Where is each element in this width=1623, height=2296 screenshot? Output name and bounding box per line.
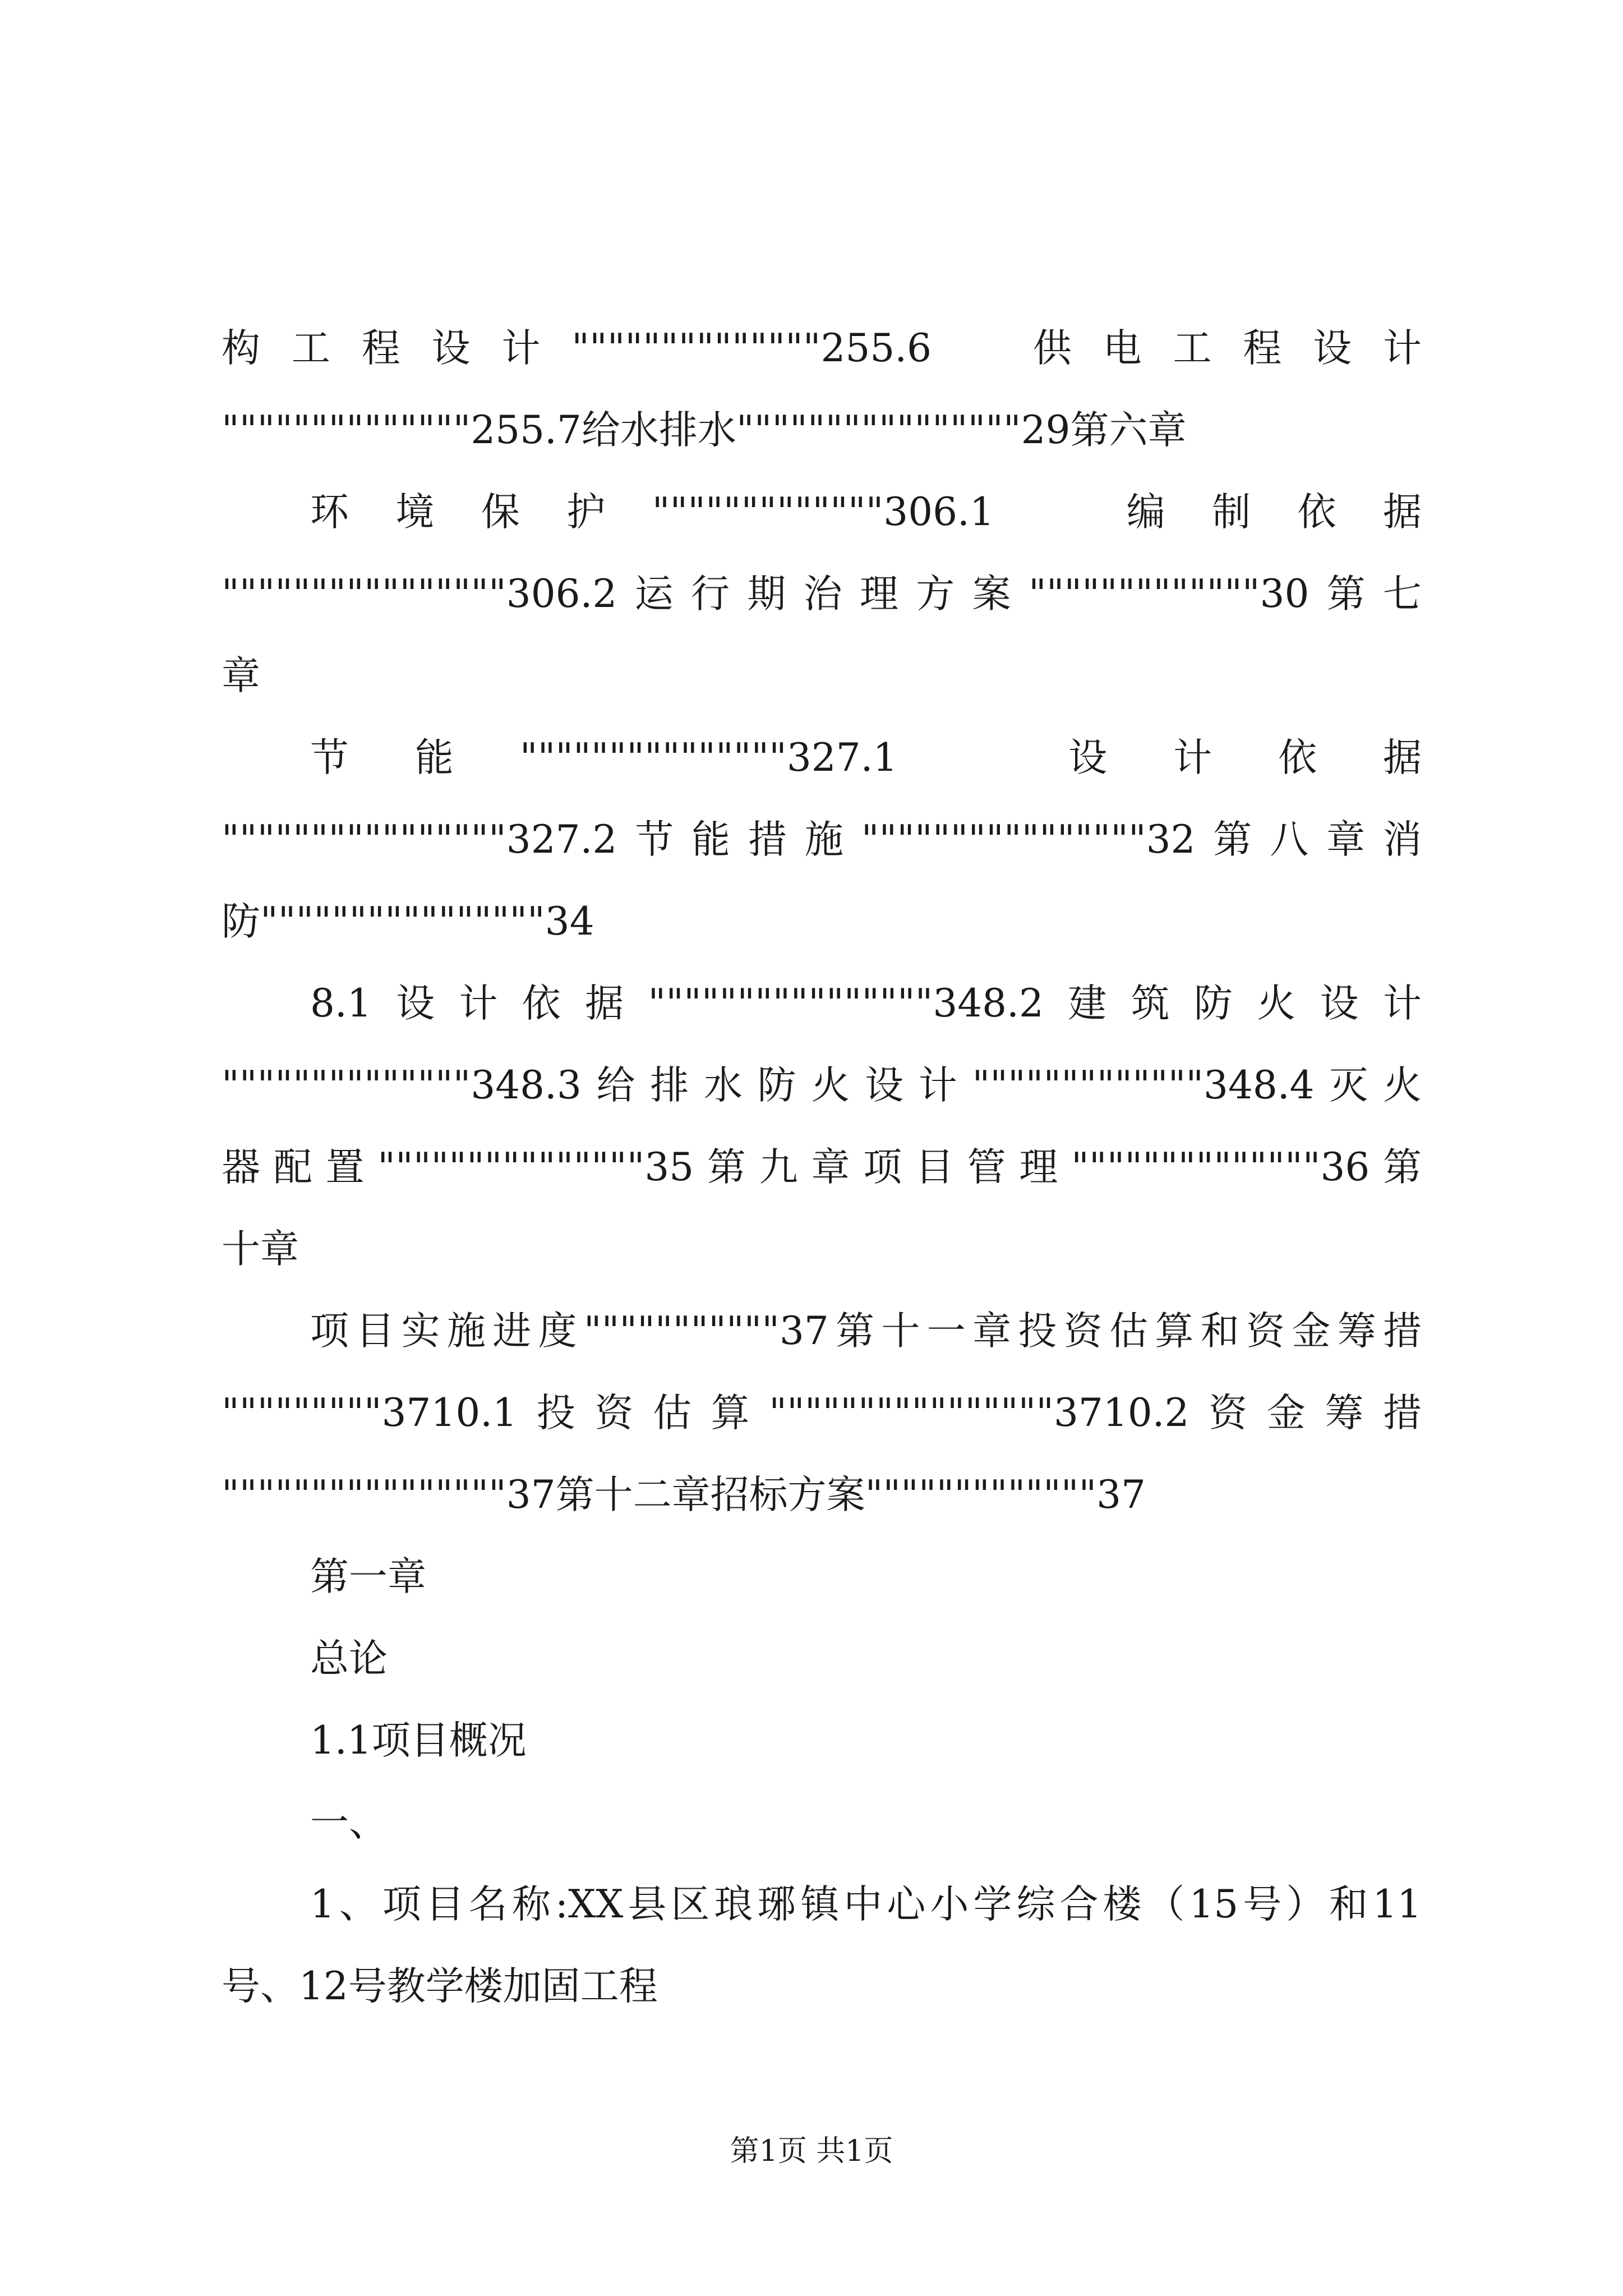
text-line: """"""""""""""348.3给排水防火设计"""""""""""""348.4灭火 xyxy=(222,1063,1422,1108)
chapter-heading: 第一章 xyxy=(310,1554,426,1599)
document-body xyxy=(222,307,1422,2027)
section-heading: 1.1项目概况 xyxy=(310,1718,527,1763)
page-footer: 第1页 共1页 xyxy=(730,2134,893,2168)
text-line: """"""""""""""""37第十二章招标方案"""""""""""""37 xyxy=(222,1473,1146,1517)
text-line: 8.1设计依据""""""""""""""""348.2建筑防火设计 xyxy=(310,981,1422,1026)
text-line: """"""""""""""255.7给水排水""""""""""""""""29第六章 xyxy=(222,408,1187,453)
text-line: 器配置"""""""""""""""35第九章项目管理""""""""""""""36第 xyxy=(222,1145,1422,1190)
text-line: """"""""""""""""327.2节能措施""""""""""""""""32第八章消 xyxy=(222,817,1422,862)
list-marker: 一、 xyxy=(310,1800,388,1845)
text-line: 号、12号教学楼加固工程 xyxy=(222,1964,658,2009)
text-line: 防""""""""""""""""34 xyxy=(222,899,594,944)
text-line: 十章 xyxy=(222,1227,299,1272)
text-line: 章 xyxy=(222,654,260,698)
text-line: 节能"""""""""""""""327.1 设计依据 xyxy=(310,735,1422,780)
text-line: """""""""3710.1投资估算""""""""""""""""3710.2资金筹措 xyxy=(222,1391,1422,1435)
chapter-title: 总论 xyxy=(310,1636,388,1681)
text-line: 构工程设计""""""""""""""255.6 供电工程设计 xyxy=(222,326,1422,371)
text-line: """"""""""""""""306.2运行期治理方案"""""""""""""30第七 xyxy=(222,572,1422,616)
text-line: 1、项目名称:XX县区琅琊镇中心小学综合楼（15号）和11 xyxy=(310,1882,1422,1927)
text-line: 环境保护"""""""""""""306.1 编制依据 xyxy=(310,490,1422,535)
text-line: 项目实施进度"""""""""""37第十一章投资估算和资金筹措 xyxy=(310,1309,1422,1354)
